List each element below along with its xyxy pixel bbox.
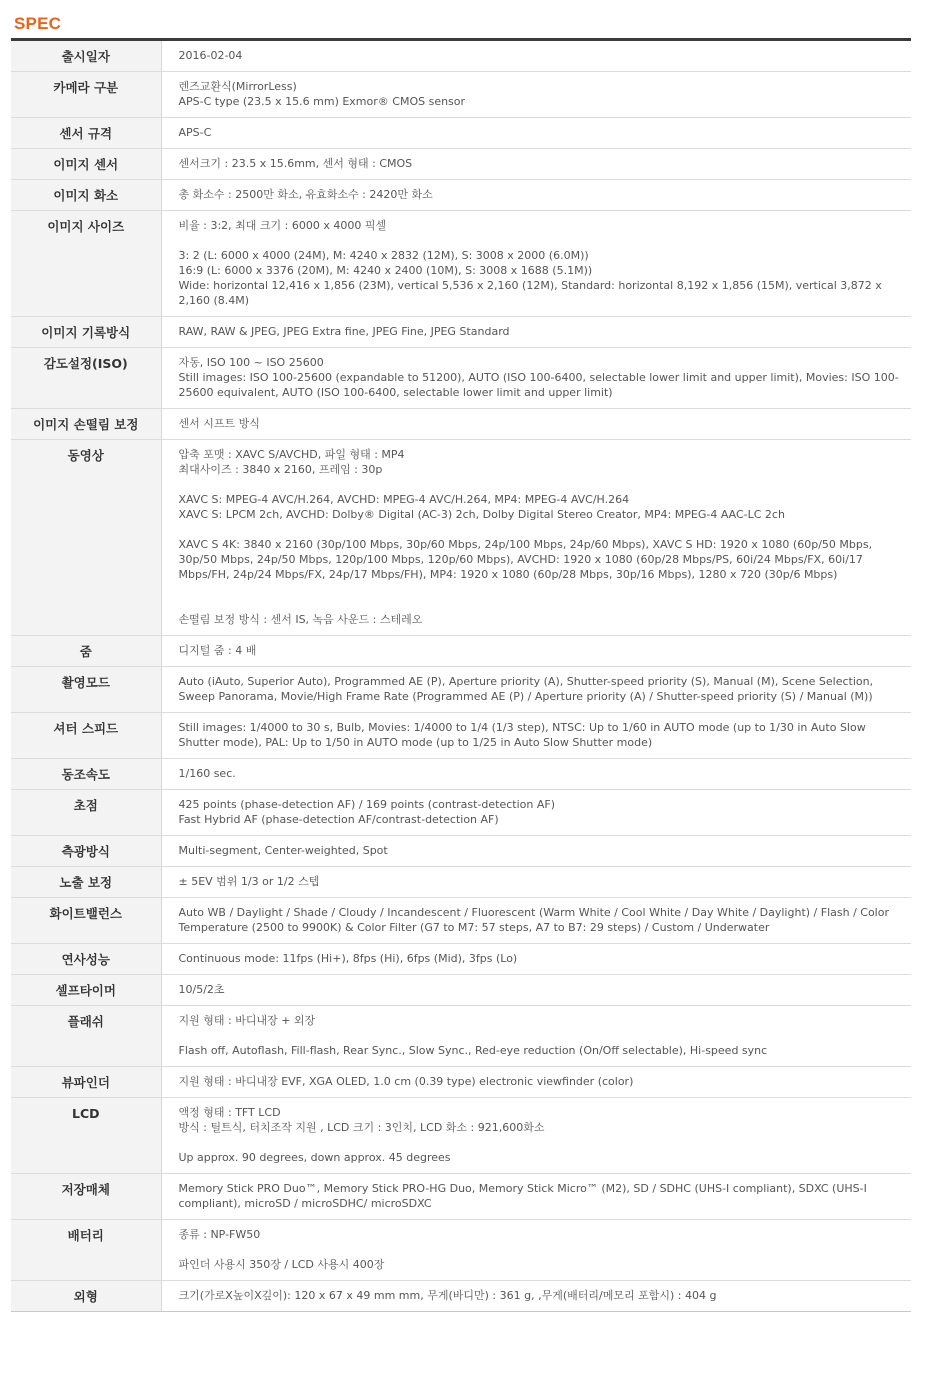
spec-value-line: 센서크기 : 23.5 x 15.6mm, 센서 형태 : CMOS xyxy=(178,157,413,170)
spec-row xyxy=(11,1098,911,1174)
spec-value-line: 지원 형태 : 바디내장 EVF, XGA OLED, 1.0 cm (0.39 type) electronic viewfinder (color) xyxy=(178,1075,634,1088)
spec-value-spacer xyxy=(179,233,908,248)
spec-value-line: 1/160 sec. xyxy=(178,767,236,780)
spec-row xyxy=(11,944,911,975)
spec-value xyxy=(161,41,911,72)
spec-value xyxy=(161,1098,911,1174)
spec-row xyxy=(11,898,911,944)
spec-value-line: 비율 : 3:2, 최대 크기 : 6000 x 4000 픽셀 xyxy=(178,219,387,232)
spec-value-line: 2016-02-04 xyxy=(178,49,243,62)
spec-label: LCD xyxy=(11,1098,161,1174)
spec-value-line: Still images: ISO 100-25600 (expandable to 51200), AUTO (ISO 100-6400, selectable lower limit and upper limit), Movies: ISO 100-25600 equivalent, AUTO (ISO 100-6400, selectable lower limit and upper limit) xyxy=(178,371,899,399)
spec-label: 감도설정(ISO) xyxy=(11,348,161,409)
spec-label: 이미지 손떨림 보정 xyxy=(11,409,161,440)
spec-label: 뷰파인더 xyxy=(11,1067,161,1098)
spec-row xyxy=(11,759,911,790)
spec-label: 연사성능 xyxy=(11,944,161,975)
spec-label: 카메라 구분 xyxy=(11,72,161,118)
spec-value-line: Auto (iAuto, Superior Auto), Programmed AE (P), Aperture priority (A), Shutter-speed priority (S), Manual (M), Scene Selection, Sweep Panorama, Movie/High Frame Rate (Programmed AE (P) / Aperture priority (A) / Shutter-speed priority (S) / Manual (M)) xyxy=(178,675,877,703)
spec-value-spacer xyxy=(179,1135,908,1150)
spec-value-line: 3: 2 (L: 6000 x 4000 (24M), M: 4240 x 2832 (12M), S: 3008 x 2000 (6.0M)) xyxy=(178,249,589,262)
spec-row xyxy=(11,41,911,72)
spec-value xyxy=(161,944,911,975)
spec-value-line: Multi-segment, Center-weighted, Spot xyxy=(178,844,388,857)
spec-value-line: 총 화소수 : 2500만 화소, 유효화소수 : 2420만 화소 xyxy=(178,188,433,201)
spec-label: 노출 보정 xyxy=(11,867,161,898)
spec-value xyxy=(161,72,911,118)
spec-label: 셀프타이머 xyxy=(11,975,161,1006)
spec-row xyxy=(11,836,911,867)
spec-value xyxy=(161,1006,911,1067)
spec-value-spacer xyxy=(179,597,908,612)
spec-label: 외형 xyxy=(11,1281,161,1312)
spec-value-line: 크기(가로X높이X깊이): 120 x 67 x 49 mm mm, 무게(바디만) : 361 g, ,무게(배터리/메모리 포함시) : 404 g xyxy=(178,1289,717,1302)
spec-row xyxy=(11,180,911,211)
spec-value-line: 10/5/2초 xyxy=(178,983,225,996)
spec-value-line: 방식 : 틸트식, 터치조작 지원 , LCD 크기 : 3인치, LCD 화소 : 921,600화소 xyxy=(178,1121,545,1134)
spec-row xyxy=(11,713,911,759)
spec-label: 이미지 기록방식 xyxy=(11,317,161,348)
spec-value xyxy=(161,636,911,667)
spec-table xyxy=(11,41,911,1312)
spec-value-line: Fast Hybrid AF (phase-detection AF/contrast-detection AF) xyxy=(178,813,499,826)
spec-label: 측광방식 xyxy=(11,836,161,867)
spec-value xyxy=(161,348,911,409)
spec-value-line: Wide: horizontal 12,416 x 1,856 (23M), vertical 5,536 x 2,160 (12M), Standard: horizontal 8,192 x 1,856 (15M), vertical 3,872 x 2,160 (8.4M) xyxy=(178,279,886,307)
spec-value-line: 디지털 줌 : 4 배 xyxy=(178,644,257,657)
spec-value-line: APS-C type (23.5 x 15.6 mm) Exmor® CMOS sensor xyxy=(178,95,466,108)
spec-row xyxy=(11,118,911,149)
spec-value xyxy=(161,1281,911,1312)
spec-row xyxy=(11,211,911,317)
spec-row xyxy=(11,636,911,667)
spec-label: 줌 xyxy=(11,636,161,667)
spec-value-line: XAVC S 4K: 3840 x 2160 (30p/100 Mbps, 30p/60 Mbps, 24p/100 Mbps, 24p/60 Mbps), XAVC S HD: 1920 x 1080 (60p/50 Mbps, 30p/50 Mbps, 24p/50 Mbps, 120p/100 Mbps, 120p/60 Mbps), AVCHD: 1920 x 1080 (60p/28 Mbps/PS, 60i/24 Mbps/FX, 60i/17 Mbps/FH, 24p/24 Mbps/FX, 24p/17 Mbps/FH), MP4: 1920 x 1080 (60p/28 Mbps, 30p/16 Mbps), 1280 x 720 (30p/6 Mbps) xyxy=(178,538,876,581)
spec-value xyxy=(161,211,911,317)
spec-label: 배터리 xyxy=(11,1220,161,1281)
spec-value-line: ± 5EV 범위 1/3 or 1/2 스텝 xyxy=(178,875,320,888)
spec-row xyxy=(11,440,911,636)
spec-row xyxy=(11,1281,911,1312)
spec-value xyxy=(161,1067,911,1098)
spec-row xyxy=(11,790,911,836)
spec-label: 이미지 사이즈 xyxy=(11,211,161,317)
spec-row xyxy=(11,72,911,118)
spec-value xyxy=(161,1220,911,1281)
spec-value-line: APS-C xyxy=(178,126,212,139)
spec-value-line: Continuous mode: 11fps (Hi+), 8fps (Hi), 6fps (Mid), 3fps (Lo) xyxy=(178,952,518,965)
spec-value-spacer xyxy=(179,477,908,492)
spec-value-line: RAW, RAW & JPEG, JPEG Extra fine, JPEG Fine, JPEG Standard xyxy=(178,325,510,338)
spec-value xyxy=(161,1174,911,1220)
section-title: SPEC xyxy=(14,14,62,33)
spec-label: 동영상 xyxy=(11,440,161,636)
spec-value-line: Memory Stick PRO Duo™, Memory Stick PRO-HG Duo, Memory Stick Micro™ (M2), SD / SDHC (UHS-I compliant), SDXC (UHS-I compliant), microSD / microSDHC/ microSDXC xyxy=(178,1182,871,1210)
spec-value-spacer xyxy=(179,1242,908,1257)
spec-value-line: 425 points (phase-detection AF) / 169 points (contrast-detection AF) xyxy=(178,798,556,811)
spec-value xyxy=(161,759,911,790)
spec-value xyxy=(161,440,911,636)
spec-table-body xyxy=(11,41,911,1312)
spec-value-line: 종류 : NP-FW50 xyxy=(178,1228,261,1241)
spec-value xyxy=(161,317,911,348)
spec-value-line: 파인더 사용시 350장 / LCD 사용시 400장 xyxy=(178,1258,385,1271)
spec-label: 이미지 센서 xyxy=(11,149,161,180)
spec-row xyxy=(11,1220,911,1281)
spec-value-line: Flash off, Autoflash, Fill-flash, Rear Sync., Slow Sync., Red-eye reduction (On/Off selectable), Hi-speed sync xyxy=(178,1044,768,1057)
spec-value-line: 렌즈교환식(MirrorLess) xyxy=(178,80,297,93)
spec-value xyxy=(161,975,911,1006)
spec-value-spacer xyxy=(179,522,908,537)
spec-label: 동조속도 xyxy=(11,759,161,790)
spec-value xyxy=(161,790,911,836)
spec-value xyxy=(161,836,911,867)
spec-row xyxy=(11,867,911,898)
spec-value xyxy=(161,898,911,944)
spec-value xyxy=(161,667,911,713)
spec-value xyxy=(161,867,911,898)
spec-label: 셔터 스피드 xyxy=(11,713,161,759)
spec-value-line: 손떨림 보정 방식 : 센서 IS, 녹음 사운드 : 스테레오 xyxy=(178,613,423,626)
spec-value-line: 최대사이즈 : 3840 x 2160, 프레임 : 30p xyxy=(178,463,383,476)
spec-row xyxy=(11,975,911,1006)
spec-value-line: 액정 형태 : TFT LCD xyxy=(178,1106,281,1119)
spec-value-spacer xyxy=(179,582,908,597)
spec-value-line: 자동, ISO 100 ~ ISO 25600 xyxy=(178,356,324,369)
spec-label: 출시일자 xyxy=(11,41,161,72)
spec-label: 이미지 화소 xyxy=(11,180,161,211)
spec-value xyxy=(161,409,911,440)
spec-value xyxy=(161,118,911,149)
spec-label: 촬영모드 xyxy=(11,667,161,713)
spec-row xyxy=(11,317,911,348)
spec-label: 저장매체 xyxy=(11,1174,161,1220)
spec-row xyxy=(11,1174,911,1220)
spec-value-line: XAVC S: LPCM 2ch, AVCHD: Dolby® Digital (AC-3) 2ch, Dolby Digital Stereo Creator, MP4: MPEG-4 AAC-LC 2ch xyxy=(178,508,785,521)
spec-value-line: Up approx. 90 degrees, down approx. 45 degrees xyxy=(178,1151,451,1164)
spec-value-line: Still images: 1/4000 to 30 s, Bulb, Movies: 1/4000 to 1/4 (1/3 step), NTSC: Up to 1/60 in AUTO mode (up to 1/30 in Auto Slow Shutter mode), PAL: Up to 1/50 in AUTO mode (up to 1/25 in Auto Slow Shutter mode) xyxy=(178,721,870,749)
spec-value-line: Auto WB / Daylight / Shade / Cloudy / Incandescent / Fluorescent (Warm White / Cool White / Day White / Daylight) / Flash / Color Temperature (2500 to 9900K) & Color Filter (G7 to M7: 57 steps, A7 to B7: 29 steps) / Custom / Underwater xyxy=(178,906,893,934)
spec-row xyxy=(11,1006,911,1067)
spec-label: 화이트밸런스 xyxy=(11,898,161,944)
spec-label: 센서 규격 xyxy=(11,118,161,149)
spec-row xyxy=(11,409,911,440)
spec-value xyxy=(161,713,911,759)
spec-row xyxy=(11,1067,911,1098)
spec-row xyxy=(11,348,911,409)
spec-row xyxy=(11,667,911,713)
spec-value-line: 센서 시프트 방식 xyxy=(178,417,260,430)
spec-value-line: 지원 형태 : 바디내장 + 외장 xyxy=(178,1014,316,1027)
spec-row xyxy=(11,149,911,180)
spec-value-spacer xyxy=(179,1028,908,1043)
spec-value xyxy=(161,180,911,211)
spec-value-line: 압축 포맷 : XAVC S/AVCHD, 파일 형태 : MP4 xyxy=(178,448,405,461)
spec-value-line: 16:9 (L: 6000 x 3376 (20M), M: 4240 x 2400 (10M), S: 3008 x 1688 (5.1M)) xyxy=(178,264,593,277)
spec-value xyxy=(161,149,911,180)
spec-label: 초점 xyxy=(11,790,161,836)
spec-label: 플래쉬 xyxy=(11,1006,161,1067)
spec-value-line: XAVC S: MPEG-4 AVC/H.264, AVCHD: MPEG-4 AVC/H.264, MP4: MPEG-4 AVC/H.264 xyxy=(178,493,630,506)
